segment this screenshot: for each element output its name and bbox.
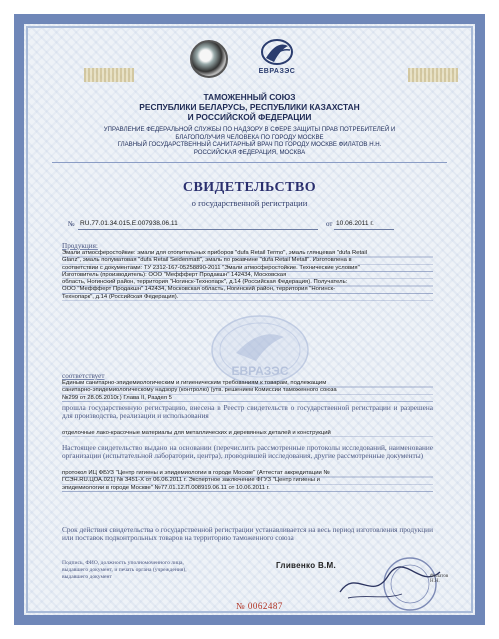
signature-caption: Подпись, ФИО, должность уполномоченного лица, выдавшего документ, и печать органа (учреждения), выдавшего документ xyxy=(62,560,187,580)
seal-label: ЕВРАЗЭС xyxy=(231,364,289,378)
document-subtitle: о государственной регистрации xyxy=(191,198,308,208)
number-underline xyxy=(78,229,318,230)
product-line: Технопарк", д.14 (Российская Федерация). xyxy=(62,293,179,300)
product-line: соответствии с документами: ТУ 2312-167-05258890-2011 "Эмали атмосферостойкие. Технические условия" xyxy=(62,264,360,271)
document-title: СВИДЕТЕЛЬСТВО xyxy=(182,180,317,195)
union-line: ТАМОЖЕННЫЙ СОЮЗ xyxy=(203,92,296,102)
product-line: область, Ногинский район, территория "Ногинск-Технопарк", д.14 (Российская Федерация). Получатель: xyxy=(62,279,348,286)
eurasec-emblem-icon xyxy=(260,38,294,68)
logo-label: ЕВРАЗЭС xyxy=(258,68,296,75)
product-line: ООО "Меффферт Продакшн" 142434, Московская область, Ногинский район, территория "Ногинск- xyxy=(62,286,336,293)
eurasec-logo xyxy=(252,38,302,80)
eurasec-watermark-seal xyxy=(210,313,310,387)
basis-line: ГСЭН.RU.ЦОА.021) № 3451-Х от 06.06.2011 г. Экспертное заключение ФГУЗ "Центр гигиены и xyxy=(62,477,320,484)
security-stripe-right xyxy=(408,68,458,82)
union-line: И РОССИЙСКОЙ ФЕДЕРАЦИИ xyxy=(187,112,312,122)
product-line: Glanz", эмаль полуматовая "dufa Retail Seidenmatt", эмаль по ржавчине "dufa Retail Metall". Изготовлена в xyxy=(62,257,352,264)
registration-number: RU.77.01.34.015.Е.007938.06.11 xyxy=(80,220,178,227)
authority-line: УПРАВЛЕНИЕ ФЕДЕРАЛЬНОЙ СЛУЖБЫ ПО НАДЗОРУ В СФЕРЕ ЗАЩИТЫ ПРАВ ПОТРЕБИТЕЛЕЙ И xyxy=(103,126,396,133)
authority-line: БЛАГОПОЛУЧИЯ ЧЕЛОВЕКА ПО ГОРОДУ МОСКВЕ xyxy=(175,133,324,141)
authority-line: ГЛАВНЫЙ ГОСУДАРСТВЕННЫЙ САНИТАРНЫЙ ВРАЧ ПО ГОРОДУ МОСКВЕ ФИЛАТОВ Н.Н. xyxy=(117,141,382,149)
basis-statement: Настоящее свидетельство выдано на основании (перечислить рассмотренные протоколы исследований, наименование организации (испытательной лаборатории, центра), проводившей исследования, другие рассмотренные документы) xyxy=(62,443,433,461)
product-label: Продукция: xyxy=(62,242,98,250)
stamp-caption: Филатов Н.Н. xyxy=(430,574,449,584)
date-underline xyxy=(334,229,394,230)
number-label: № xyxy=(68,220,75,228)
basis-line: эпидемиологии в городе Москве" №77.01.12.П.008919.06.11 от 10.06.2011 г. xyxy=(62,484,270,491)
usage-line: отделочные лако-красочные материалы для металлических и деревянных деталей и конструкций xyxy=(62,430,331,436)
security-stripe-left xyxy=(84,68,134,82)
signatory-name: Гливенко В.М. xyxy=(276,561,337,570)
basis-documents xyxy=(62,470,433,492)
hologram-icon xyxy=(190,40,228,78)
authority-line: РОССИЙСКАЯ ФЕДЕРАЦИЯ, МОСКВА xyxy=(193,148,306,156)
signature-scribble xyxy=(340,567,440,592)
registration-statement: прошла государственную регистрацию, внесена в Реестр свидетельств о государственной регистрации и разрешена для производства, реализации и использования xyxy=(62,403,433,421)
header-divider xyxy=(52,162,447,163)
usage-scope xyxy=(62,430,433,437)
validity-statement: Срок действия свидетельства о государственной регистрации устанавливается на весь период изготовления продукции или поставок подконтрольных товаров на территорию таможенного союза xyxy=(62,525,433,543)
serial-number: № 0062487 xyxy=(236,601,283,611)
date-label: от xyxy=(326,220,333,228)
compliance-line: Единым санитарно-эпидемиологическим и гигиеническим требованиям к товарам, подлежащим xyxy=(62,380,327,386)
basis-line: протокол ИЦ ФБУЗ "Центр гигиены и эпидемиологии в городе Москве" (Аттестат аккредитации № xyxy=(62,470,330,476)
union-line: РЕСПУБЛИКИ БЕЛАРУСЬ, РЕСПУБЛИКИ КАЗАХСТАН xyxy=(139,102,360,112)
product-line: Изготовитель (производитель): ООО "Меффферт Продакшн" 142434, Московская xyxy=(62,271,287,278)
compliance-label: соответствует xyxy=(62,372,105,380)
certificate-content xyxy=(40,38,459,611)
registration-date: 10.06.2011 г. xyxy=(336,220,374,227)
certificate-page xyxy=(14,14,485,625)
compliance-line: №299 от 28.05.2010г.) Глава II, Раздел 5 xyxy=(62,394,172,401)
product-line: Эмали атмосферостойкие: эмали для отопительных приборов "dufa Retail Termo", эмаль глянцевая "dufa Retail xyxy=(62,250,368,256)
compliance-line: санитарно-эпидемиологическому надзору (контролю) (утв. решением Комиссии таможенного союза xyxy=(62,387,337,394)
product-description xyxy=(62,250,433,301)
customs-union-heading xyxy=(40,92,459,122)
issuing-authority xyxy=(42,126,457,156)
compliance-requirements xyxy=(62,380,433,402)
official-stamp xyxy=(336,554,456,614)
